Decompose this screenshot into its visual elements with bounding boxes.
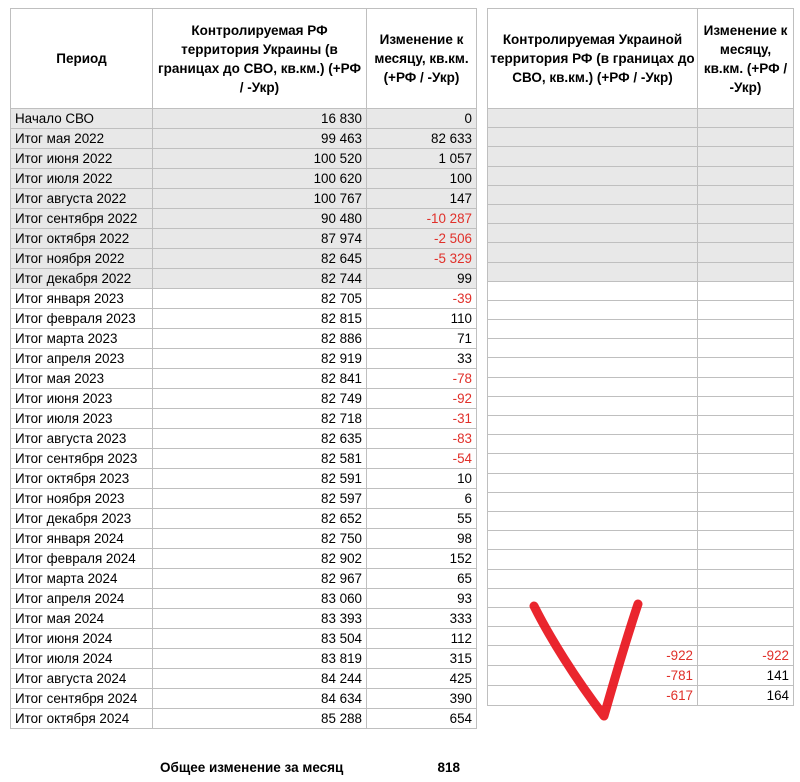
ua-area-cell — [488, 531, 698, 550]
table-row — [11, 449, 477, 469]
ua-change-cell — [698, 147, 794, 166]
area-cell: 82 705 — [153, 289, 367, 309]
table-row — [11, 129, 477, 149]
period-cell: Итог мая 2022 — [11, 129, 153, 149]
table-row — [488, 109, 794, 128]
change-cell: 654 — [367, 709, 477, 729]
table-row — [488, 224, 794, 243]
table-row — [11, 229, 477, 249]
ua-area-cell — [488, 377, 698, 396]
area-cell: 82 718 — [153, 409, 367, 429]
area-cell: 82 744 — [153, 269, 367, 289]
summary-label: Общее изменение за месяц — [160, 760, 344, 775]
ua-change-cell — [698, 377, 794, 396]
period-cell: Итог июня 2022 — [11, 149, 153, 169]
period-cell: Итог июня 2024 — [11, 629, 153, 649]
table-row — [488, 281, 794, 300]
change-cell: 1 057 — [367, 149, 477, 169]
table-row — [11, 189, 477, 209]
ua-change-cell: -922 — [698, 646, 794, 666]
period-cell: Итог мая 2023 — [11, 369, 153, 389]
change-cell: -39 — [367, 289, 477, 309]
period-cell: Итог февраля 2023 — [11, 309, 153, 329]
area-cell: 100 620 — [153, 169, 367, 189]
period-cell: Итог октября 2024 — [11, 709, 153, 729]
change-cell: 100 — [367, 169, 477, 189]
ua-change-cell — [698, 243, 794, 262]
area-cell: 82 591 — [153, 469, 367, 489]
ua-area-cell — [488, 128, 698, 147]
ua-area-cell: -617 — [488, 686, 698, 706]
ua-area-cell — [488, 166, 698, 185]
period-cell: Итог августа 2023 — [11, 429, 153, 449]
table-row — [488, 454, 794, 473]
ua-area-cell — [488, 454, 698, 473]
area-cell: 82 749 — [153, 389, 367, 409]
change-cell: -2 506 — [367, 229, 477, 249]
period-cell: Итог марта 2023 — [11, 329, 153, 349]
change-cell: 390 — [367, 689, 477, 709]
change-cell: 99 — [367, 269, 477, 289]
area-cell: 82 841 — [153, 369, 367, 389]
table-row — [11, 669, 477, 689]
table-row — [488, 358, 794, 377]
ua-change-cell — [698, 185, 794, 204]
change-cell: 98 — [367, 529, 477, 549]
table-row — [11, 529, 477, 549]
ua-area-cell — [488, 416, 698, 435]
change-cell: 71 — [367, 329, 477, 349]
area-cell: 100 520 — [153, 149, 367, 169]
table-row — [488, 531, 794, 550]
ua-area-cell — [488, 109, 698, 128]
change-cell: 315 — [367, 649, 477, 669]
table-row — [11, 589, 477, 609]
area-cell: 83 060 — [153, 589, 367, 609]
change-cell: 110 — [367, 309, 477, 329]
table-row — [11, 349, 477, 369]
ua-area-cell: -922 — [488, 646, 698, 666]
area-cell: 83 393 — [153, 609, 367, 629]
table-row — [11, 709, 477, 729]
ua-change-cell — [698, 224, 794, 243]
header-ua-change: Изменение к месяцу, кв.км. (+РФ / -Укр) — [698, 9, 794, 109]
table-row — [11, 509, 477, 529]
ua-area-cell — [488, 358, 698, 377]
ua-area-cell — [488, 492, 698, 511]
table-row — [488, 166, 794, 185]
ua-change-cell: 164 — [698, 686, 794, 706]
table-row — [11, 369, 477, 389]
change-cell: 147 — [367, 189, 477, 209]
change-cell: 82 633 — [367, 129, 477, 149]
table-row — [488, 569, 794, 588]
area-cell: 82 597 — [153, 489, 367, 509]
change-cell: 333 — [367, 609, 477, 629]
left-header-row — [11, 9, 477, 109]
table-row — [488, 511, 794, 530]
table-row — [11, 269, 477, 289]
ua-area-cell — [488, 550, 698, 569]
area-cell: 82 750 — [153, 529, 367, 549]
change-cell: 425 — [367, 669, 477, 689]
table-row — [11, 429, 477, 449]
table-row — [11, 309, 477, 329]
table-row — [11, 109, 477, 129]
table-row — [488, 147, 794, 166]
area-cell: 87 974 — [153, 229, 367, 249]
table-row — [11, 689, 477, 709]
table-row — [11, 489, 477, 509]
ua-change-cell — [698, 492, 794, 511]
ua-change-cell — [698, 262, 794, 281]
area-cell: 83 504 — [153, 629, 367, 649]
area-cell: 90 480 — [153, 209, 367, 229]
table-row — [488, 320, 794, 339]
period-cell: Итог декабря 2022 — [11, 269, 153, 289]
ua-area-cell — [488, 396, 698, 415]
table-row — [488, 435, 794, 454]
area-cell: 100 767 — [153, 189, 367, 209]
period-cell: Итог апреля 2023 — [11, 349, 153, 369]
table-row — [11, 649, 477, 669]
change-cell: -5 329 — [367, 249, 477, 269]
period-cell: Итог января 2023 — [11, 289, 153, 309]
table-row — [488, 204, 794, 223]
ua-change-cell: 141 — [698, 666, 794, 686]
ua-area-cell — [488, 300, 698, 319]
table-row — [488, 185, 794, 204]
period-cell: Итог июня 2023 — [11, 389, 153, 409]
ua-area-cell: -781 — [488, 666, 698, 686]
change-cell: -83 — [367, 429, 477, 449]
ua-change-cell — [698, 473, 794, 492]
area-cell: 82 967 — [153, 569, 367, 589]
change-cell: 93 — [367, 589, 477, 609]
area-cell: 82 635 — [153, 429, 367, 449]
area-cell: 82 581 — [153, 449, 367, 469]
right-header-row — [488, 9, 794, 109]
ua-change-cell — [698, 511, 794, 530]
change-cell: -92 — [367, 389, 477, 409]
header-period: Период — [11, 9, 153, 109]
header-ua-territory: Контролируемая Украиной территория РФ (в границах до СВО, кв.км.) (+РФ / -Укр) — [488, 9, 698, 109]
ua-change-cell — [698, 627, 794, 646]
left-table — [10, 8, 477, 729]
change-cell: 0 — [367, 109, 477, 129]
ua-change-cell — [698, 531, 794, 550]
ua-area-cell — [488, 224, 698, 243]
period-cell: Итог мая 2024 — [11, 609, 153, 629]
period-cell: Итог октября 2022 — [11, 229, 153, 249]
area-cell: 83 819 — [153, 649, 367, 669]
ua-area-cell — [488, 147, 698, 166]
table-row — [11, 549, 477, 569]
change-cell: -10 287 — [367, 209, 477, 229]
table-row — [11, 289, 477, 309]
area-cell: 82 919 — [153, 349, 367, 369]
table-row — [488, 550, 794, 569]
period-cell: Итог июля 2024 — [11, 649, 153, 669]
period-cell: Итог августа 2024 — [11, 669, 153, 689]
table-row — [488, 339, 794, 358]
area-cell: 99 463 — [153, 129, 367, 149]
ua-area-cell — [488, 511, 698, 530]
ua-area-cell — [488, 262, 698, 281]
period-cell: Итог октября 2023 — [11, 469, 153, 489]
change-cell: -31 — [367, 409, 477, 429]
ua-area-cell — [488, 320, 698, 339]
ua-change-cell — [698, 607, 794, 626]
table-row — [11, 389, 477, 409]
ua-change-cell — [698, 358, 794, 377]
ua-area-cell — [488, 569, 698, 588]
area-cell: 82 815 — [153, 309, 367, 329]
table-row — [11, 209, 477, 229]
period-cell: Итог ноября 2022 — [11, 249, 153, 269]
change-cell: 112 — [367, 629, 477, 649]
ua-change-cell — [698, 569, 794, 588]
period-cell: Итог февраля 2024 — [11, 549, 153, 569]
area-cell: 82 902 — [153, 549, 367, 569]
table-row — [488, 473, 794, 492]
ua-change-cell — [698, 550, 794, 569]
period-cell: Итог марта 2024 — [11, 569, 153, 589]
ua-change-cell — [698, 416, 794, 435]
table-row — [11, 169, 477, 189]
period-cell: Итог сентября 2024 — [11, 689, 153, 709]
header-ru-change: Изменение к месяцу, кв.км. (+РФ / -Укр) — [367, 9, 477, 109]
ua-area-cell — [488, 281, 698, 300]
table-row — [11, 629, 477, 649]
area-cell: 85 288 — [153, 709, 367, 729]
ua-change-cell — [698, 454, 794, 473]
table-row — [488, 128, 794, 147]
ua-area-cell — [488, 243, 698, 262]
period-cell: Итог августа 2022 — [11, 189, 153, 209]
table-row — [488, 377, 794, 396]
table-row — [11, 469, 477, 489]
table-row — [11, 609, 477, 629]
period-cell: Итог сентября 2023 — [11, 449, 153, 469]
area-cell: 82 645 — [153, 249, 367, 269]
change-cell: 55 — [367, 509, 477, 529]
area-cell: 84 634 — [153, 689, 367, 709]
table-row — [488, 396, 794, 415]
period-cell: Итог ноября 2023 — [11, 489, 153, 509]
ua-change-cell — [698, 396, 794, 415]
change-cell: 33 — [367, 349, 477, 369]
red-checkmark-icon — [520, 598, 650, 728]
ua-area-cell — [488, 185, 698, 204]
ua-change-cell — [698, 320, 794, 339]
ua-area-cell — [488, 473, 698, 492]
table-row — [11, 149, 477, 169]
change-cell: 10 — [367, 469, 477, 489]
ua-change-cell — [698, 339, 794, 358]
table-row — [488, 262, 794, 281]
table-row — [11, 329, 477, 349]
area-cell: 82 652 — [153, 509, 367, 529]
change-cell: -54 — [367, 449, 477, 469]
period-cell: Итог июля 2022 — [11, 169, 153, 189]
period-cell: Итог апреля 2024 — [11, 589, 153, 609]
table-row — [11, 249, 477, 269]
period-cell: Итог сентября 2022 — [11, 209, 153, 229]
table-row — [488, 416, 794, 435]
summary-value: 818 — [437, 760, 460, 775]
ua-area-cell — [488, 339, 698, 358]
ua-change-cell — [698, 435, 794, 454]
table-row — [488, 300, 794, 319]
period-cell: Начало СВО — [11, 109, 153, 129]
table-row — [11, 569, 477, 589]
change-cell: 152 — [367, 549, 477, 569]
area-cell: 84 244 — [153, 669, 367, 689]
ua-area-cell — [488, 204, 698, 223]
ua-change-cell — [698, 166, 794, 185]
change-cell: -78 — [367, 369, 477, 389]
table-row — [488, 243, 794, 262]
ua-change-cell — [698, 281, 794, 300]
ua-change-cell — [698, 588, 794, 607]
change-cell: 6 — [367, 489, 477, 509]
ua-change-cell — [698, 300, 794, 319]
area-cell: 82 886 — [153, 329, 367, 349]
ua-change-cell — [698, 204, 794, 223]
header-ru-territory: Контролируемая РФ территория Украины (в границах до СВО, кв.км.) (+РФ / -Укр) — [153, 9, 367, 109]
ua-area-cell — [488, 435, 698, 454]
area-cell: 16 830 — [153, 109, 367, 129]
table-row — [488, 492, 794, 511]
table-row — [11, 409, 477, 429]
period-cell: Итог июля 2023 — [11, 409, 153, 429]
period-cell: Итог декабря 2023 — [11, 509, 153, 529]
ua-change-cell — [698, 128, 794, 147]
period-cell: Итог января 2024 — [11, 529, 153, 549]
change-cell: 65 — [367, 569, 477, 589]
ua-change-cell — [698, 109, 794, 128]
